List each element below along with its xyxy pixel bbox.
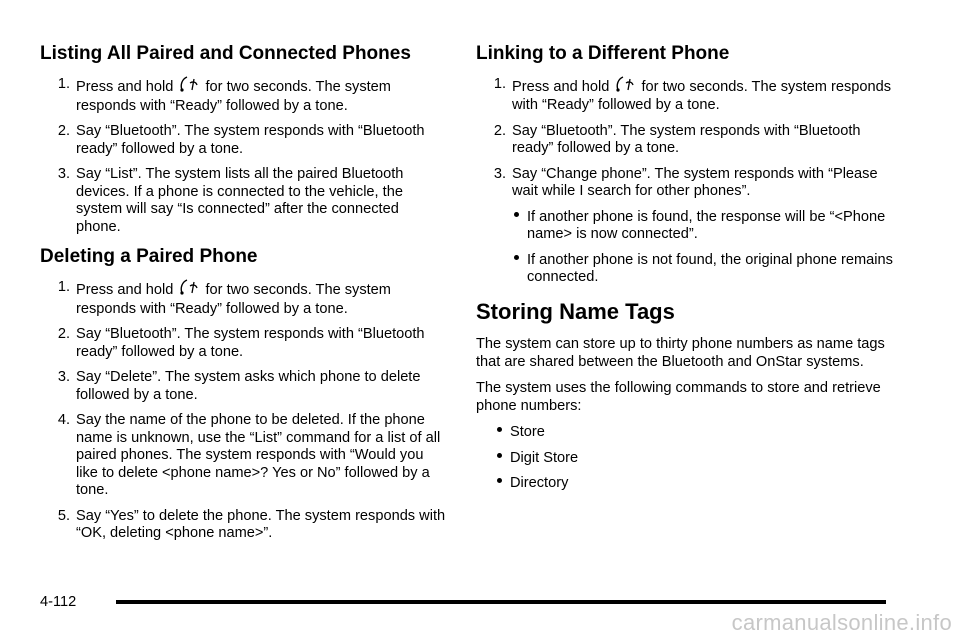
step-item xyxy=(476,123,896,158)
bullet-text: If another phone is not found, the original phone remains connected. xyxy=(527,251,893,286)
step-text-end: for two seconds. The system responds with “Ready” followed by a tone. xyxy=(76,78,391,114)
step-text-start: Press and hold xyxy=(76,282,174,299)
listing-steps xyxy=(40,76,446,237)
command-list xyxy=(493,424,896,493)
page-number: 4-112 xyxy=(40,594,77,610)
bullet-icon xyxy=(497,453,502,458)
step-text: Say “Delete”. The system asks which phone to delete followed by a tone. xyxy=(76,369,421,403)
list-item xyxy=(493,450,896,468)
command-name: Digit Store xyxy=(510,449,579,466)
step-number: 1. xyxy=(57,75,70,92)
step-number: 2. xyxy=(57,123,70,140)
storing-body xyxy=(476,336,896,415)
step-number: 1. xyxy=(57,279,70,296)
bullet-icon xyxy=(497,427,502,432)
storing-paragraph: The system uses the following commands to store and retrieve phone numbers: xyxy=(476,380,881,414)
left-column xyxy=(40,0,446,551)
step-item xyxy=(40,326,446,361)
command-name: Directory xyxy=(510,475,569,492)
step-item xyxy=(40,279,446,318)
step-text: Say “Bluetooth”. The system responds with “Bluetooth ready” followed by a tone. xyxy=(76,326,425,360)
step-item xyxy=(40,123,446,158)
bullet-icon xyxy=(497,478,502,483)
step-number: 4. xyxy=(57,412,70,429)
step-text: Say “Bluetooth”. The system responds with “Bluetooth ready” followed by a tone. xyxy=(512,122,861,157)
list-item xyxy=(493,475,896,493)
footer-rule xyxy=(116,600,886,604)
step-text-start: Press and hold xyxy=(76,78,174,95)
step-item xyxy=(40,76,446,116)
step-number: 3. xyxy=(57,369,70,386)
step-text: Say “Yes” to delete the phone. The system responds with “OK, deleting <phone name>”. xyxy=(76,507,446,542)
talk-button-icon xyxy=(179,279,199,301)
step-text: Say “Change phone”. The system responds with “Please wait while I search for other phones”. xyxy=(512,165,878,200)
step-item xyxy=(476,76,896,115)
talk-button-icon xyxy=(615,76,635,98)
step-number: 3. xyxy=(493,165,506,182)
step-text: Say “Bluetooth”. The system responds with “Bluetooth ready” followed by a tone. xyxy=(76,123,425,157)
step-text: Say the name of the phone to be deleted. If the phone name is unknown, use the “List” command for a list of all paired phones. The system responds with “Would you like to delete <phone name>? Yes or No” followed by a tone. xyxy=(76,412,441,499)
bullet-text: If another phone is found, the response will be “<Phone name> is now connected”. xyxy=(527,208,886,243)
list-item xyxy=(493,424,896,442)
watermark: carmanualsonline.info xyxy=(731,610,952,635)
list-item xyxy=(510,209,896,244)
linking-results xyxy=(510,209,896,287)
list-item xyxy=(510,252,896,287)
step-number: 5. xyxy=(57,507,70,524)
command-name: Store xyxy=(510,424,545,441)
step-text-start: Press and hold xyxy=(512,78,610,95)
step-item xyxy=(40,369,446,404)
section-title-storing: Storing Name Tags xyxy=(476,298,675,324)
step-item xyxy=(40,166,446,236)
step-item xyxy=(40,508,446,543)
step-number: 2. xyxy=(493,122,506,139)
deleting-steps xyxy=(40,279,446,543)
bullet-icon xyxy=(514,255,519,260)
step-item xyxy=(476,166,896,201)
section-title-linking: Linking to a Different Phone xyxy=(476,43,730,64)
step-number: 3. xyxy=(57,166,70,183)
step-number: 1. xyxy=(493,75,506,92)
step-number: 2. xyxy=(57,326,70,343)
step-text: Say “List”. The system lists all the paired Bluetooth devices. If a phone is connected to the vehicle, the system will say “Is connected” after the connected phone. xyxy=(76,166,404,235)
right-column xyxy=(476,0,896,501)
bullet-icon xyxy=(514,212,519,217)
storing-paragraph: The system can store up to thirty phone numbers as name tags that are shared between the Bluetooth and OnStar systems. xyxy=(476,336,885,370)
step-item xyxy=(40,412,446,500)
section-title-listing: Listing All Paired and Connected Phones xyxy=(40,43,411,64)
step-text-end: for two seconds. The system responds with “Ready” followed by a tone. xyxy=(512,78,892,114)
linking-steps xyxy=(476,76,896,201)
talk-button-icon xyxy=(179,76,199,98)
section-title-deleting: Deleting a Paired Phone xyxy=(40,246,258,268)
step-text-end: for two seconds. The system responds with “Ready” followed by a tone. xyxy=(76,282,391,317)
